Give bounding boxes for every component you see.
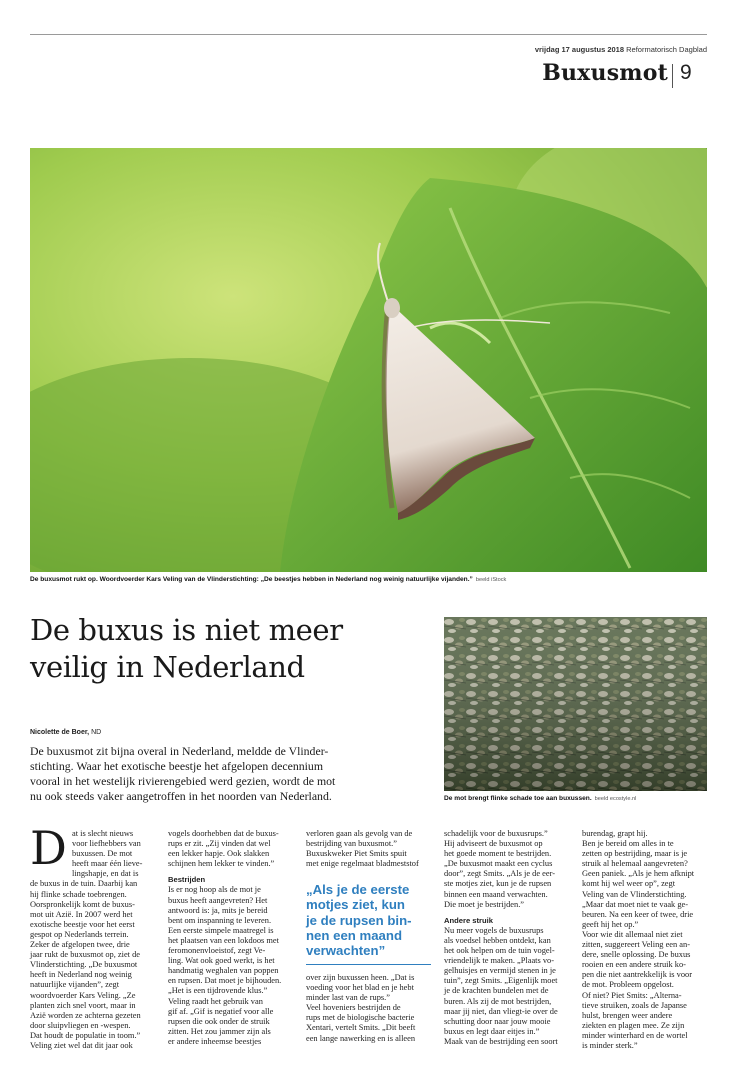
text-line: door sluipvliegen en -wespen.: [30, 1020, 131, 1030]
text-line: het plaatsen van een lokdoos met: [168, 935, 279, 945]
headline-line-1: De buxus is niet meer: [30, 613, 343, 647]
text-line: is minder sterk.”: [582, 1040, 638, 1050]
text-line: Of niet? Piet Smits: „Alterna-: [582, 990, 682, 1000]
main-photo-caption-text: De buxusmot rukt op. Woordvoerder Kars Veling van de Vlinderstichting: „De beestjes hebben in Nederland nog weinig natuurlijke vijanden.”: [30, 576, 473, 583]
text-line: ste motjes ziet, kun je de rupsen: [444, 879, 552, 889]
text-line: bestrijding van buxusmot.”: [306, 839, 397, 849]
text-line: komt hij wel weer op”, zegt: [582, 879, 676, 889]
text-line: Zeker de afgelopen twee, drie: [30, 940, 130, 950]
text-line: Vlinderstichting. „De buxusmot: [30, 960, 138, 970]
text-line: een lekker hapje. Ook slakken: [168, 849, 270, 859]
text-line: met enige regelmaat bladmeststof: [306, 859, 419, 869]
text-line: feromonenvloeistof, zegt Ve-: [168, 946, 266, 956]
text-line: rups met de biologische bacterie: [306, 1013, 415, 1023]
text-line: binnen een maand verwachten.: [444, 889, 548, 899]
text-line: Veling ziet wel dat dit jaar ook: [30, 1040, 133, 1050]
article-column-1: [30, 829, 157, 1051]
text-line: als voedsel hebben ontdekt, kan: [444, 935, 551, 945]
byline-author: Nicolette de Boer,: [30, 729, 90, 736]
lead-line: vooral in het westelijk rivierengebied werd gezien, wordt de mot: [30, 774, 336, 788]
text-line: Een eerste simpele maatregel is: [168, 925, 274, 935]
text-line: struik al helemaal aangevreten?: [582, 859, 688, 869]
text-line: het goede moment te bestrijden.: [444, 849, 552, 859]
text-line: Voor wie dit allemaal niet ziet: [582, 929, 683, 939]
text-line: natuurlijke vijanden”, zegt: [30, 980, 120, 990]
lead-line: De buxusmot zit bijna overal in Nederland, meldde de Vlinder-: [30, 744, 329, 758]
drop-cap: D: [30, 821, 67, 875]
main-photo-caption: [30, 576, 506, 583]
text-line: minder last van de rups.”: [306, 993, 390, 1003]
section-title: Buxusmot: [542, 60, 668, 86]
article-column-4: [444, 829, 571, 1047]
text-line: tieve struiken, zoals de Japanse: [582, 1000, 687, 1010]
article-column-5: [582, 829, 709, 1051]
text-line: Azië worden ze achterna gezeten: [30, 1010, 141, 1020]
text-line: antwoord is: ja, mits je bereid: [168, 905, 268, 915]
text-line: rups er zit. „Zij vinden dat wel: [168, 839, 271, 849]
text-line: Xentari, vertelt Smits. „Dit beeft: [306, 1023, 416, 1033]
text-line: gelhuisjes en vermijd stenen in je: [444, 966, 556, 976]
pull-quote-line: motjes ziet, kun: [306, 897, 405, 913]
pull-quote-line: nen een maand: [306, 927, 403, 943]
pull-quote-line: verwachten”: [306, 943, 386, 959]
text-line: Buxuskweker Piet Smits spuit: [306, 849, 407, 859]
text-line: pen die niet aantrekkelijk is voor: [582, 970, 693, 980]
main-photo-credit: beeld iStock: [475, 577, 507, 583]
text-line: buxussen. De mot: [72, 849, 133, 859]
text-line: zitten, suggereert Veling een an-: [582, 940, 690, 950]
text-line: Die moet je bestrijden.”: [444, 899, 525, 909]
text-line: Maak van de bestrijding een soort: [444, 1036, 558, 1046]
lead-line: stichting. Waar het exotische beestje het afgelopen decennium: [30, 759, 323, 773]
text-line: de mot. Probleem opgelost.: [582, 980, 674, 990]
text-line: zitten. Het zou jammer zijn als: [168, 1026, 271, 1036]
text-line: door”, zegt Smits. „Als je de eer-: [444, 869, 555, 879]
text-line: Hij adviseert de buxusmot op: [444, 839, 543, 849]
text-line: woordvoerder Kars Veling. „Ze: [30, 990, 136, 1000]
text-line: hij flinke schade toebrengen.: [30, 889, 127, 899]
text-line: Ben je bereid om alles in te: [582, 839, 674, 849]
text-line: Veling raadt het gebruik van: [168, 996, 263, 1006]
text-line: rooien en een andere struik ko-: [582, 960, 686, 970]
text-line: Dat houdt de populatie in toom.”: [30, 1030, 141, 1040]
text-line: jaar rukt de buxusmot op, ziet de: [30, 950, 141, 960]
page-number-divider: [672, 64, 673, 88]
issue-date: vrijdag 17 augustus 2018: [534, 45, 625, 54]
text-line: en rupsen. Dat moet je bijhouden.: [168, 976, 282, 986]
text-line: at is slecht nieuws: [72, 829, 134, 838]
text-line: een lange nawerking en is alleen: [306, 1033, 416, 1043]
text-line: burendag, grapt hij.: [582, 829, 648, 838]
text-line: schijnen hem lekker te vinden.”: [168, 859, 275, 869]
text-line: Veel hoveniers bestrijden de: [306, 1003, 401, 1013]
text-line: vriendelijk te maken. „Plaats vo-: [444, 956, 555, 966]
article-column-3-top: [306, 829, 433, 869]
text-line: heeft in Nederland nog weinig: [30, 970, 132, 980]
main-photo-moth: [30, 148, 707, 572]
byline-organisation: ND: [91, 729, 102, 736]
article-lead: [30, 744, 430, 804]
text-line: tuin”, zegt Smits. „Eigenlijk moet: [444, 976, 558, 986]
text-line: ziekten en plagen mee. Ze zijn: [582, 1020, 685, 1030]
subheading-bestrijden: Bestrijden: [168, 875, 206, 885]
text-line: „Het is een tijdrovende klus.”: [168, 986, 268, 996]
text-line: maar jij niet, dan vliegt-ie over de: [444, 1006, 558, 1016]
subheading-andere-struik: Andere struik: [444, 915, 493, 925]
text-line: de buxus in de tuin. Daarbij kan: [30, 879, 138, 889]
text-line: verloren gaan als gevolg van de: [306, 829, 413, 838]
text-line: planten zich snel voort, maar in: [30, 1000, 136, 1010]
side-photo-credit: beeld ecostyle.nl: [594, 796, 637, 802]
text-line: dere, snelle oplossing. De buxus: [582, 950, 691, 960]
text-line: geeft hij het op.”: [582, 919, 639, 929]
text-line: gif af. „Gif is negatief voor alle: [168, 1006, 274, 1016]
byline: [30, 729, 101, 736]
text-line: voor liefhebbers van: [72, 839, 141, 849]
text-line: Oorspronkelijk komt de buxus-: [30, 899, 135, 909]
text-line: rupsen die ook onder de struik: [168, 1016, 270, 1026]
page-number: 9: [680, 61, 692, 84]
text-line: het ook helpen om de tuin vogel-: [444, 946, 555, 956]
text-line: „De buxusmot maakt een cyclus: [444, 859, 553, 869]
text-line: minder winterhard en de wortel: [582, 1030, 688, 1040]
side-photo-caption: [444, 795, 636, 802]
text-line: schadelijk voor de buxusrups.”: [444, 829, 548, 838]
dateline: [535, 45, 707, 54]
article-headline: [30, 612, 430, 686]
text-line: buxus heeft aangevreten? Het: [168, 895, 268, 905]
article-column-2: [168, 829, 295, 1047]
text-line: buxus en legt daar eitjes in.”: [444, 1026, 540, 1036]
pull-quote-rule: [306, 964, 431, 965]
pull-quote-line: „Als je de eerste: [306, 882, 410, 897]
header-rule: [30, 34, 707, 35]
text-line: beuren. Na een keer of twee, drie: [582, 909, 694, 919]
text-line: vogels doorhebben dat de buxus-: [168, 829, 279, 838]
lead-line: nu ook steeds vaker aangetroffen in het noorden van Nederland.: [30, 789, 332, 803]
text-line: gespot op Nederlands terrein.: [30, 929, 129, 939]
text-line: heeft maar één lieve-: [72, 859, 143, 869]
text-line: Veling van de Vlinderstichting.: [582, 889, 687, 899]
text-line: lingshapje, en dat is: [72, 869, 139, 879]
text-line: exotische beestje voor het eerst: [30, 919, 135, 929]
text-line: „Maar dat moet niet te vaak ge-: [582, 899, 689, 909]
text-line: mot uit Azië. In 2007 werd het: [30, 909, 133, 919]
text-line: Is er nog hoop als de mot je: [168, 885, 261, 895]
article-column-3-bottom: [306, 973, 433, 1044]
text-line: bent om inspanning te leveren.: [168, 915, 272, 925]
headline-line-2: veilig in Nederland: [30, 650, 305, 684]
newspaper-name: Reformatorisch Dagblad: [626, 45, 707, 54]
text-line: buren. Als zij de mot bestrijden,: [444, 996, 552, 1006]
text-line: zetten op bestrijding, maar is je: [582, 849, 688, 859]
text-line: hulst, brengen weer andere: [582, 1010, 673, 1020]
text-line: ling. Wat ook goed werkt, is het: [168, 956, 275, 966]
text-line: Geen paniek. „Als je hem afknipt: [582, 869, 695, 879]
side-photo-damaged-buxus: [444, 617, 707, 791]
side-photo-caption-text: De mot brengt flinke schade toe aan buxussen.: [444, 795, 592, 802]
pull-quote-line: je de rupsen bin-: [306, 912, 412, 928]
pull-quote: [306, 882, 434, 958]
text-line: Nu meer vogels de buxusrups: [444, 925, 544, 935]
text-line: je de krachten bundelen met de: [444, 986, 549, 996]
text-line: over zijn buxussen heen. „Dat is: [306, 973, 415, 982]
text-line: er andere inheemse beestjes: [168, 1036, 262, 1046]
text-line: schutting door naar jouw mooie: [444, 1016, 551, 1026]
text-line: voeding voor het blad en je hebt: [306, 983, 414, 993]
text-line: handmatig weghalen van poppen: [168, 966, 279, 976]
